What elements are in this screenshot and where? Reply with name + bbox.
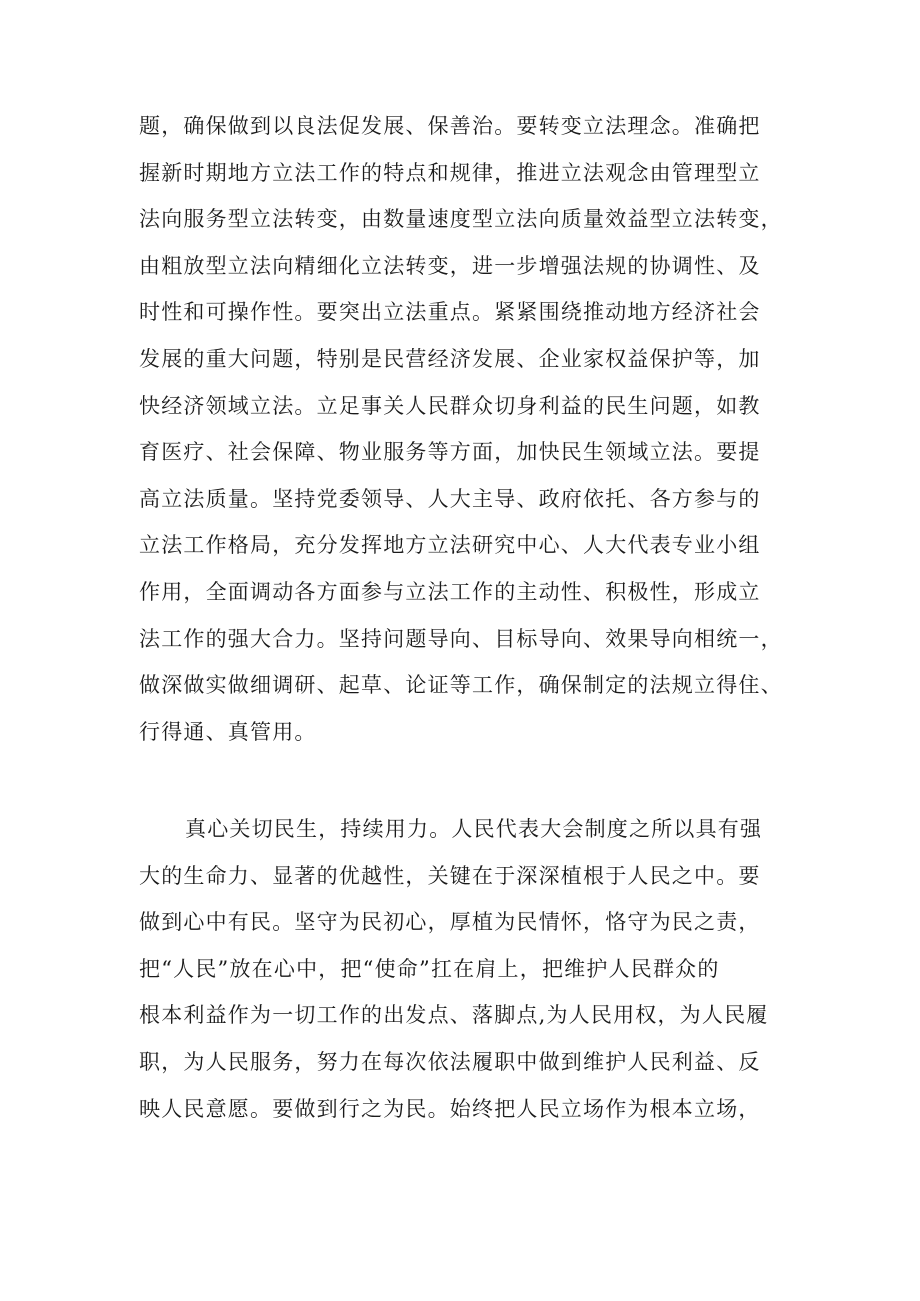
text-line: 做深做实做细调研、起草、论证等工作，确保制定的法规立得住、 (139, 673, 783, 698)
text-line: 作用，全面调动各方面参与立法工作的主动性、积极性，形成立 (139, 579, 761, 604)
paragraph-legislation (139, 103, 819, 755)
text-line: 时性和可操作性。要突出立法重点。紧紧围绕推动地方经济社会 (139, 300, 761, 325)
text-line: 根本利益作为一切工作的出发点、落脚点,为人民用权，为人民履 (139, 1003, 769, 1028)
text-line-indented: 真心关切民生，持续用力。人民代表大会制度之所以具有强 (185, 817, 763, 841)
text-line: 由粗放型立法向精细化立法转变，进一步增强法规的协调性、及 (139, 253, 761, 278)
text-line: 做到心中有民。坚守为民初心，厚植为民情怀，恪守为民之责， (139, 910, 761, 935)
text-line: 把“人民”放在心中，把“使命”扛在肩上，把维护人民群众的 (139, 956, 720, 981)
text-line: 大的生命力、显著的优越性，关键在于深深植根于人民之中。要 (139, 863, 761, 888)
text-line: 题，确保做到以良法促发展、保善治。要转变立法理念。准确把 (139, 114, 761, 138)
text-line: 职，为人民服务，努力在每次依法履职中做到维护人民利益、反 (139, 1049, 761, 1074)
paragraph-livelihood (139, 806, 819, 1132)
text-line: 育医疗、社会保障、物业服务等方面，加快民生领域立法。要提 (139, 440, 761, 465)
text-line: 立法工作格局，充分发挥地方立法研究中心、人大代表专业小组 (139, 533, 761, 558)
text-line: 映人民意愿。要做到行之为民。始终把人民立场作为根本立场， (139, 1096, 761, 1121)
text-line: 高立法质量。坚持党委领导、人大主导、政府依托、各方参与的 (139, 486, 761, 511)
text-line: 法向服务型立法转变，由数量速度型立法向质量效益型立法转变， (139, 207, 783, 232)
text-line: 快经济领域立法。立足事关人民群众切身利益的民生问题，如教 (139, 393, 761, 418)
text-line: 握新时期地方立法工作的特点和规律，推进立法观念由管理型立 (139, 160, 761, 185)
text-line: 法工作的强大合力。坚持问题导向、目标导向、效果导向相统一， (139, 626, 783, 651)
text-line: 行得通、真管用。 (139, 719, 317, 744)
text-line: 发展的重大问题，特别是民营经济发展、企业家权益保护等，加 (139, 346, 761, 371)
